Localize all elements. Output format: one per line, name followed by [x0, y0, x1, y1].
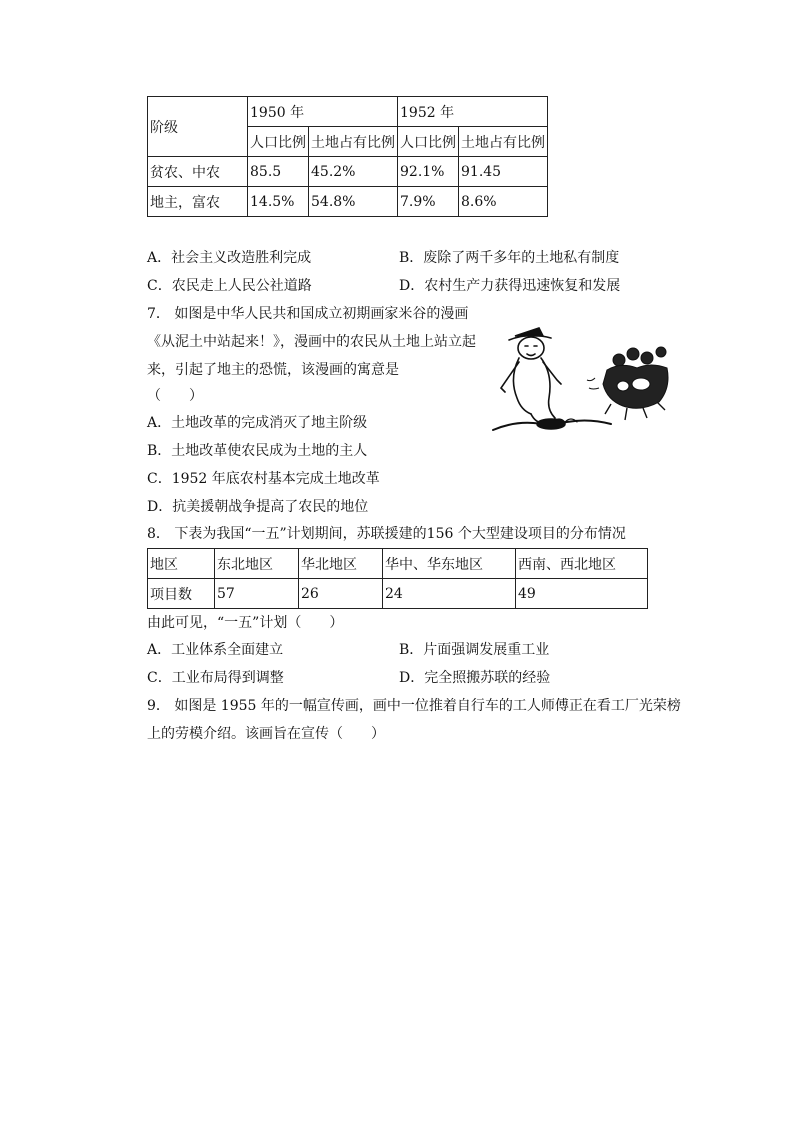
q6-option-c: C．农民走上人民公社道路 [147, 278, 312, 294]
table-cell: 92.1% [398, 157, 459, 187]
q8-option-d: D．完全照搬苏联的经验 [399, 670, 551, 686]
q6-option-d: D．农村生产力获得迅速恢复和发展 [399, 278, 621, 294]
q7-answer-blank: （ ） [147, 388, 203, 404]
table-subheader: 土地占有比例 [459, 127, 548, 157]
table-cell: 24 [383, 579, 516, 609]
table-header-cell: 地区 [148, 549, 215, 579]
table-cell: 54.8% [309, 187, 398, 217]
table-subheader: 土地占有比例 [309, 127, 398, 157]
q7-option-b: B．土地改革使农民成为土地的主人 [147, 443, 368, 459]
table-row-label: 贫农、中农 [148, 157, 248, 187]
q8-option-b: B．片面强调发展重工业 [399, 642, 550, 658]
q8-conclusion: 由此可见，“一五”计划（ ） [147, 615, 344, 631]
table-cell: 91.45 [459, 157, 548, 187]
table-row [148, 579, 648, 609]
table-cell: 57 [215, 579, 299, 609]
table-cell: 14.5% [248, 187, 309, 217]
q7-option-d: D．抗美援朝战争提高了农民的地位 [147, 499, 369, 515]
q7-stem-line-2: 《从泥土中站起来！》，漫画中的农民从土地上站立起 [147, 334, 476, 350]
table-cell: 45.2% [309, 157, 398, 187]
table-subheader: 人口比例 [398, 127, 459, 157]
q7-option-c: C．1952 年底农村基本完成土地改革 [147, 471, 380, 487]
cartoon-illustration [491, 318, 673, 438]
table-subheader: 人口比例 [248, 127, 309, 157]
table-header-year-1950: 1950 年 [248, 97, 398, 127]
table-header-year-1952: 1952 年 [398, 97, 548, 127]
fleeing-landlords-group [587, 347, 668, 420]
q9-stem-line-1: 9． 如图是 1955 年的一幅宣传画，画中一位推着自行车的工人师傅正在看工厂光荣榜 [147, 698, 681, 714]
table-header-row [148, 97, 548, 127]
table-cell: 7.9% [398, 187, 459, 217]
table-cell: 8.6% [459, 187, 548, 217]
table-header-class: 阶级 [148, 97, 248, 157]
q9-stem-line-2: 上的劳模介绍。该画旨在宣传（ ） [147, 726, 385, 742]
q7-stem-line-1: 7． 如图是中华人民共和国成立初期画家米谷的漫画 [147, 306, 469, 322]
table-row-label: 项目数 [148, 579, 215, 609]
table-row [148, 187, 548, 217]
table-header-row [148, 549, 648, 579]
table-header-cell: 西南、西北地区 [516, 549, 648, 579]
q6-option-b: B．废除了两千多年的土地私有制度 [399, 250, 620, 266]
q8-stem: 8． 下表为我国“一五”计划期间，苏联援建的156 个大型建设项目的分布情况 [147, 526, 626, 542]
q6-option-a: A．社会主义改造胜利完成 [147, 250, 312, 266]
soviet-projects-table [147, 548, 648, 609]
q8-option-c: C．工业布局得到调整 [147, 670, 284, 686]
q7-option-a: A．土地改革的完成消灭了地主阶级 [147, 415, 368, 431]
q7-stem-line-3: 来，引起了地主的恐慌，该漫画的寓意是 [147, 362, 399, 378]
table-header-cell: 东北地区 [215, 549, 299, 579]
table-cell: 49 [516, 579, 648, 609]
table-row-label: 地主，富农 [148, 187, 248, 217]
table-header-cell: 华中、华东地区 [383, 549, 516, 579]
table-cell: 26 [299, 579, 383, 609]
table-row [148, 157, 548, 187]
table-header-cell: 华北地区 [299, 549, 383, 579]
q8-option-a: A．工业体系全面建立 [147, 642, 284, 658]
land-distribution-table [147, 96, 548, 217]
table-cell: 85.5 [248, 157, 309, 187]
